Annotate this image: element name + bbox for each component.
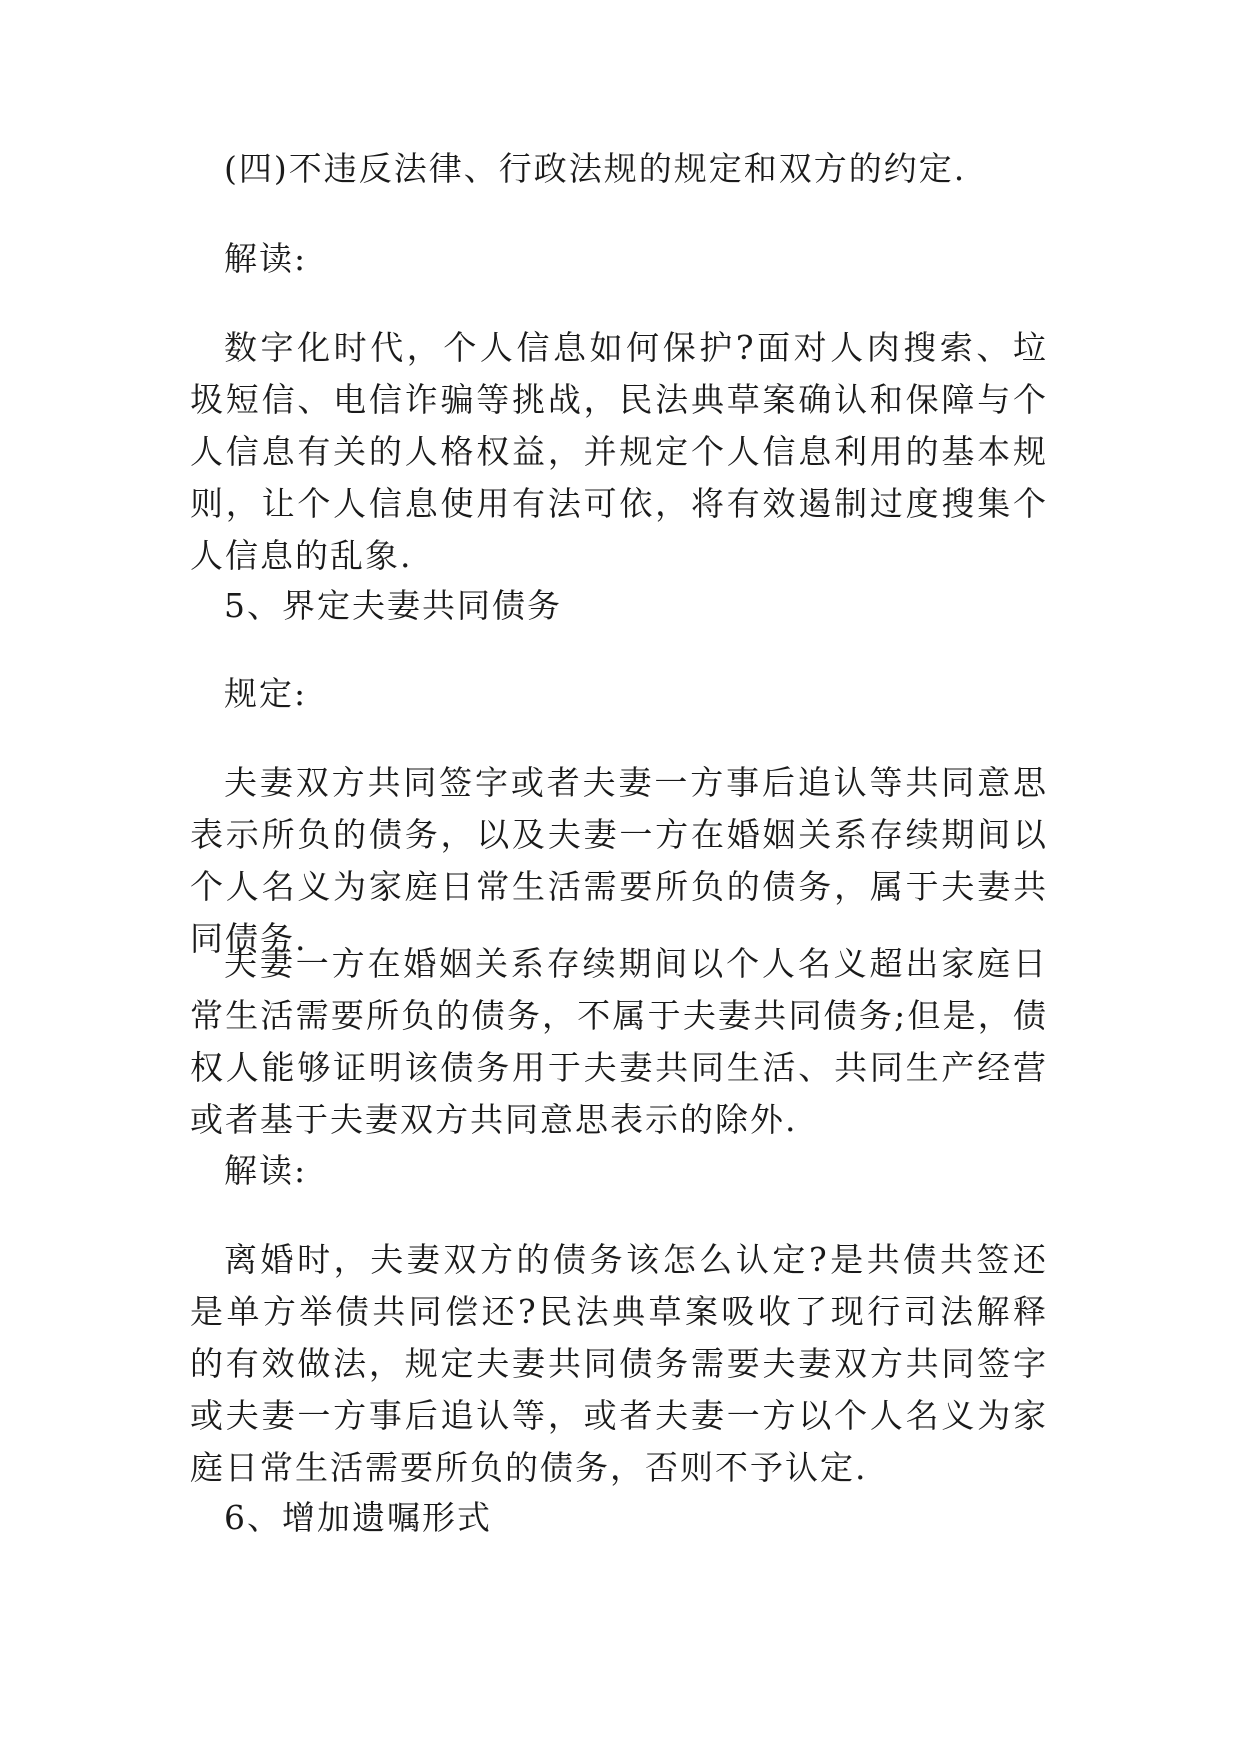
paragraph-rule-heading: 规定: [224, 674, 308, 713]
paragraph-interpretation-privacy: 数字化时代，个人信息如何保护?面对人肉搜索、垃圾短信、电信诈骗等挑战，民法典草案确认和保障与个人信息有关的人格权益，并规定个人信息利用的基本规则，让个人信息使用有法可依，将有效遏制过度搜集个人信息的乱象. [190, 328, 1048, 575]
paragraph-interpretation-heading-1: 解读: [224, 239, 308, 278]
paragraph-rule-exception: 夫妻一方在婚姻关系存续期间以个人名义超出家庭日常生活需要所负的债务，不属于夫妻共同债务;但是，债权人能够证明该债务用于夫妻共同生活、共同生产经营或者基于夫妻双方共同意思表示的除外. [190, 944, 1048, 1139]
section-heading-5: 5、界定夫妻共同债务 [224, 586, 562, 625]
paragraph-condition-four: (四)不违反法律、行政法规的规定和双方的约定. [224, 149, 967, 188]
paragraph-interpretation-divorce-debt: 离婚时，夫妻双方的债务该怎么认定?是共债共签还是单方举债共同偿还?民法典草案吸收了现行司法解释的有效做法，规定夫妻共同债务需要夫妻双方共同签字或夫妻一方事后追认等，或者夫妻一方以个人名义为家庭日常生活需要所负的债务，否则不予认定. [190, 1240, 1048, 1487]
paragraph-interpretation-heading-2: 解读: [224, 1151, 308, 1190]
section-heading-6: 6、增加遗嘱形式 [224, 1498, 492, 1537]
paragraph-rule-joint-debt: 夫妻双方共同签字或者夫妻一方事后追认等共同意思表示所负的债务，以及夫妻一方在婚姻关系存续期间以个人名义为家庭日常生活需要所负的债务，属于夫妻共同债务. [190, 763, 1048, 958]
